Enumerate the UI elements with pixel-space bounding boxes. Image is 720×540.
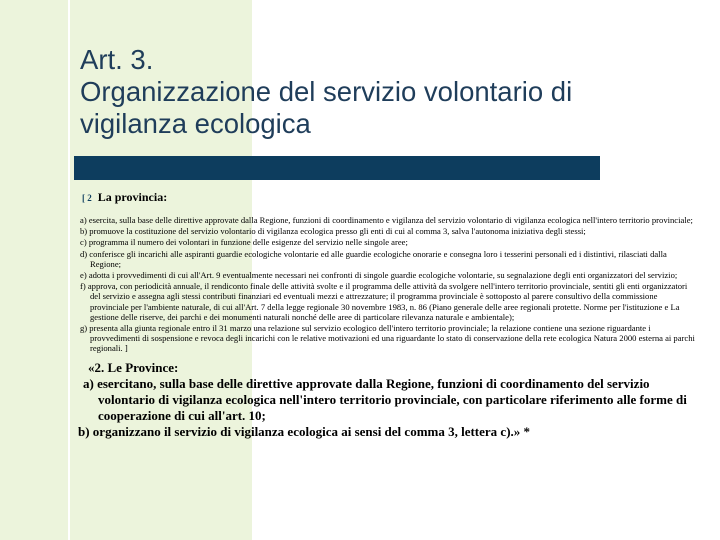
header-bar (74, 156, 600, 180)
original-list (78, 215, 696, 354)
list-item: e) adotta i provvedimenti di cui all'Art. 9 eventualmente necessari nei confronti di singole guardie ecologiche volontarie, su segnalazione degli enti organizzatori del servizio; (80, 270, 678, 281)
bracket-prefix: [ 2 (82, 193, 92, 203)
list-item: a) esercitano, sulla base delle direttive approvate dalla Regione, funzioni di coordinamento del servizio volontario di vigilanza ecologica nell'intero territorio provinciale, con particolare riferimento alle forme di cooperazione di cui all'art. 10; (83, 375, 687, 423)
slide-title (80, 44, 700, 140)
list-item: f) approva, con periodicità annuale, il rendiconto finale delle attività svolte e il programma delle attività da svolgere nell'intero territorio provinciale, sentiti gli enti organizzatori del servizio e assegna agli stessi contributi finanziari ed eventuali mezzi e attrezzature; il programma provinciale è sottoposto al parere consultivo della commissione provinciale per l'ambiente naturale, di cui all'Art. 7 della legge regionale 30 novembre 1983, n. 86 (Piano generale delle aree regionali protette. Norme per l'istituzione e La gestione delle riserve, dei parchi e dei monumenti naturali nonché delle aree di particolare rilevanza naturale e ambientale); (80, 281, 688, 322)
list-item: b) organizzano il servizio di vigilanza ecologica ai sensi del comma 3, lettera c).» * (78, 423, 531, 439)
left-rule (68, 0, 70, 540)
slide-body (78, 190, 696, 440)
list-item: d) conferisce gli incarichi alle aspiranti guardie ecologiche volontarie ed alle guardie ecologiche onorarie e consegna loro i tesserini personali ed i distintivi, rilasciati dalla Regione; (80, 248, 667, 269)
title-line: Art. 3. (80, 44, 154, 75)
title-line: vigilanza ecologica (80, 108, 311, 139)
list-item: a) esercita, sulla base delle direttive approvate dalla Regione, funzioni di coordinamento e vigilanza del servizio volontario di vigilanza ecologica nell'intero territorio provinciale; (80, 215, 693, 225)
title-line: Organizzazione del servizio volontario di (80, 76, 573, 107)
original-heading (82, 190, 696, 205)
list-item: g) presenta alla giunta regionale entro il 31 marzo una relazione sul servizio ecologico dell'intero territorio provinciale; la relazione contiene una sezione riguardante i provvedimenti di sospensione e revoca degli incarichi con le relative motivazioni ed una riguardante lo stato di conservazione della rete ecologica Natura 2000 esterna ai parchi regionali. ] (80, 323, 695, 354)
list-item: c) programma il numero dei volontari in funzione delle esigenze del servizio nelle singole aree; (80, 237, 408, 248)
amended-heading: «2. Le Province: (88, 359, 179, 375)
amended-text (78, 360, 696, 440)
heading-text: La provincia: (97, 190, 168, 204)
list-item: b) promuove la costituzione del servizio volontario di vigilanza ecologica presso gli enti di cui al comma 3, salva l'autonoma iniziativa degli stessi; (80, 226, 586, 237)
